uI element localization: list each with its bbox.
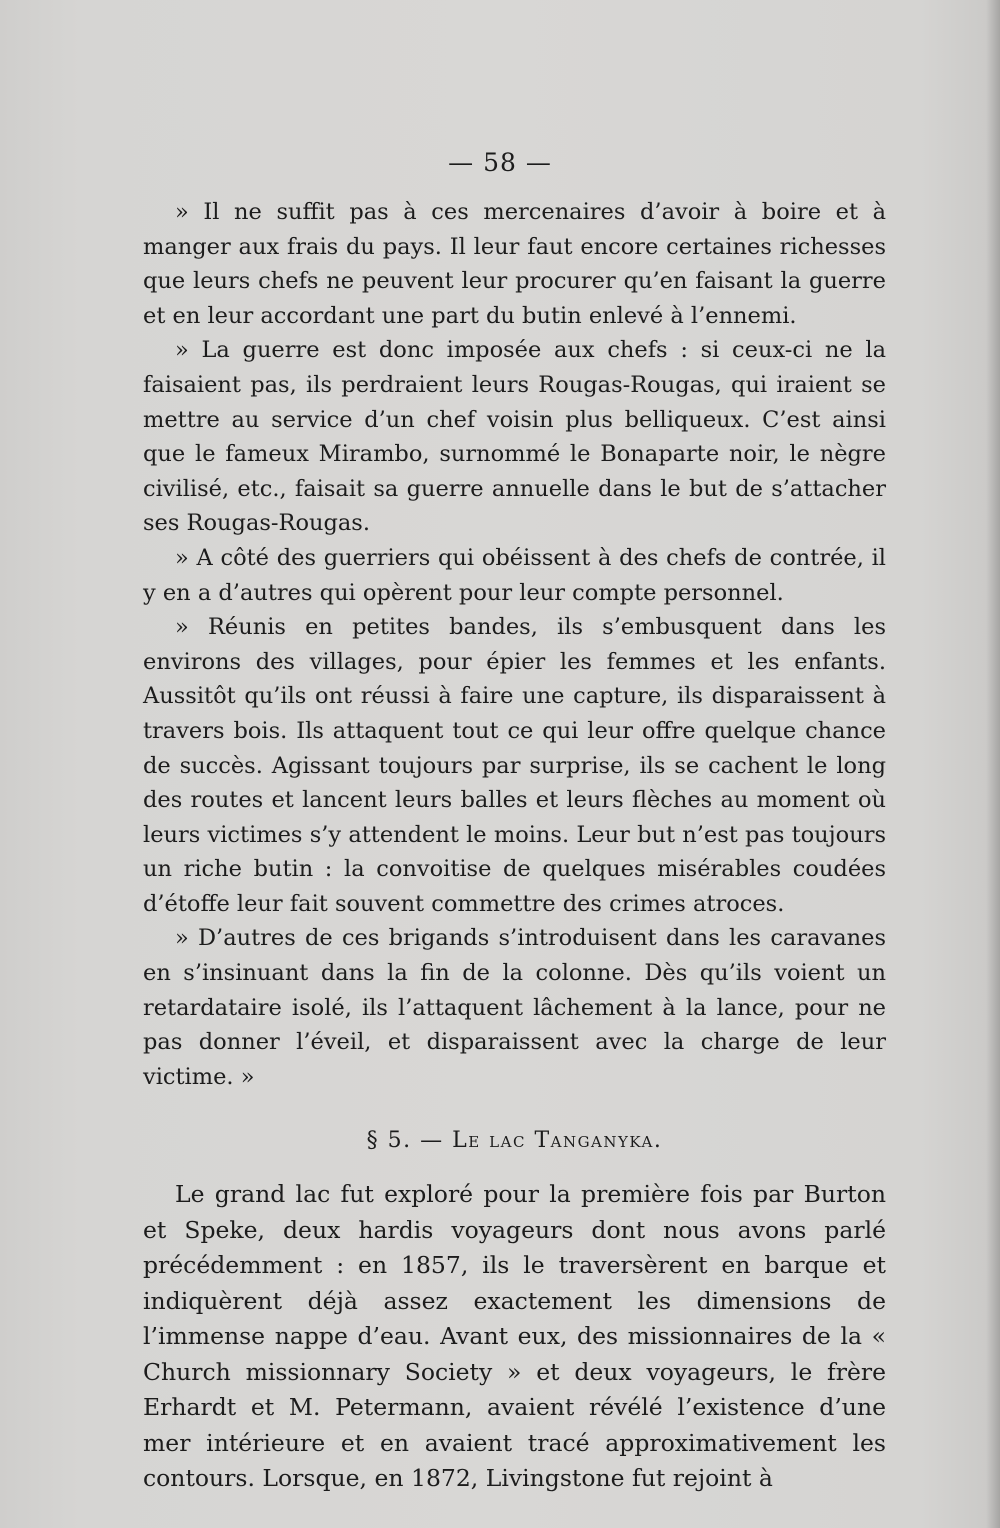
paragraph-guerriers: » A côté des guerriers qui obéissent à des chefs de contrée, il y en a d’autres qui opèrent pour leur compte personnel. [143,544,886,606]
paragraph-bandes: » Réunis en petites bandes, ils s’embusquent dans les environs des villages, pour épier les femmes et les enfants. Aussitôt qu’ils ont réussi à faire une capture, ils disparaissent à travers bois. Ils attaquent tout ce qui leur offre quelque chance de succès. Agissant toujours par surprise, ils se cachent le long des routes et lancent leurs balles et leurs flèches au moment où leurs victimes s’y attendent le moins. Leur but n’est pas toujours un riche butin : la convoitise de quelques misérables coudées d’étoffe leur fait souvent commettre des crimes atroces. [143,614,886,917]
section-heading: § 5. — Le lac Tanganyka. [366,1128,663,1154]
page-body [143,195,886,1497]
paragraph-guerre-chefs: » La guerre est donc imposée aux chefs : si ceux-ci ne la faisaient pas, ils perdraient leurs Rougas-Rougas, qui iraient se mettre au service d’un chef voisin plus belliqueux. C’est ainsi que le fameux Mirambo, surnommé le Bonaparte noir, le nègre civilisé, etc., faisait sa guerre annuelle dans le but de s’attacher ses Rougas-Rougas. [143,337,886,537]
page-number: — 58 — [448,148,552,177]
paragraph-brigands: » D’autres de ces brigands s’introduisent dans les caravanes en s’insinuant dans la fin de la colonne. Dès qu’ils voient un retardataire isolé, ils l’attaquent lâchement à la lance, pour ne pas donner l’éveil, et disparaissent avec la charge de leur victime. » [143,925,886,1090]
paragraph-lac-tanganyka: Le grand lac fut exploré pour la première fois par Burton et Speke, deux hardis voyageurs dont nous avons parlé précédemment : en 1857, ils le traversèrent en barque et indiquèrent déjà assez exactement les dimensions de l’immense nappe d’eau. Avant eux, des missionnaires de la « Church missionnary Society » et deux voyageurs, le frère Erhardt et M. Petermann, avaient révélé l’existence d’une mer intérieure et en avaient tracé approximativement les contours. Lorsque, en 1872, Livingstone fut rejoint à [143,1180,886,1493]
paragraph-mercenaires: » Il ne suffit pas à ces mercenaires d’avoir à boire et à manger aux frais du pays. Il leur faut encore certaines richesses que leurs chefs ne peuvent leur procurer qu’en faisant la guerre et en leur accordant une part du butin enlevé à l’ennemi. [143,199,886,329]
page-edge-shadow [986,0,1000,1528]
